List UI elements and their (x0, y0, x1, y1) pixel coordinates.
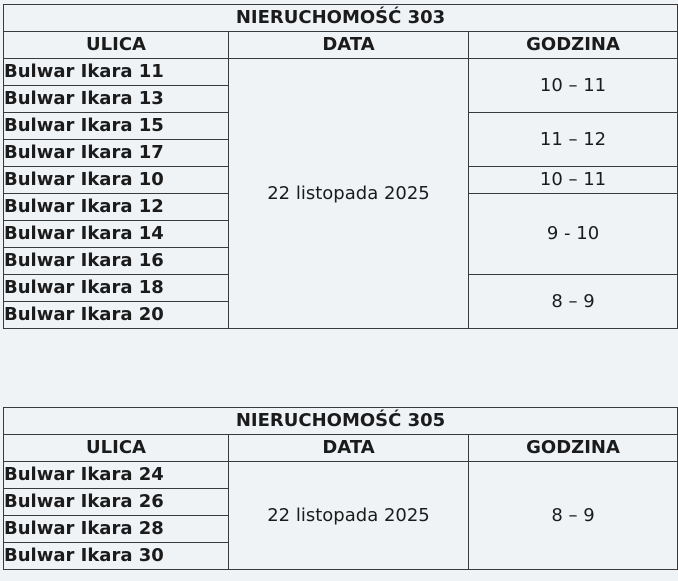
hour-cell: 8 – 9 (469, 462, 678, 570)
street-cell: Bulwar Ikara 13 (4, 86, 229, 113)
column-header-hour: GODZINA (469, 435, 678, 462)
street-cell: Bulwar Ikara 30 (4, 543, 229, 570)
column-header-street: ULICA (4, 32, 229, 59)
hour-cell: 10 – 11 (469, 167, 678, 194)
street-cell: Bulwar Ikara 14 (4, 221, 229, 248)
hour-cell: 8 – 9 (469, 275, 678, 329)
schedule-table-303 (3, 4, 678, 329)
column-header-date: DATA (229, 435, 469, 462)
street-cell: Bulwar Ikara 15 (4, 113, 229, 140)
table-title: NIERUCHOMOŚĆ 305 (4, 408, 678, 435)
table-row (4, 59, 678, 86)
date-cell: 22 listopada 2025 (229, 462, 469, 570)
street-cell: Bulwar Ikara 18 (4, 275, 229, 302)
street-cell: Bulwar Ikara 20 (4, 302, 229, 329)
street-cell: Bulwar Ikara 28 (4, 516, 229, 543)
street-cell: Bulwar Ikara 26 (4, 489, 229, 516)
street-cell: Bulwar Ikara 12 (4, 194, 229, 221)
hour-cell: 10 – 11 (469, 59, 678, 113)
table-title: NIERUCHOMOŚĆ 303 (4, 5, 678, 32)
street-cell: Bulwar Ikara 17 (4, 140, 229, 167)
column-header-date: DATA (229, 32, 469, 59)
date-cell: 22 listopada 2025 (229, 59, 469, 329)
table-row (4, 462, 678, 489)
hour-cell: 9 - 10 (469, 194, 678, 275)
street-cell: Bulwar Ikara 11 (4, 59, 229, 86)
schedule-table-305 (3, 407, 678, 570)
street-cell: Bulwar Ikara 16 (4, 248, 229, 275)
street-cell: Bulwar Ikara 24 (4, 462, 229, 489)
column-header-street: ULICA (4, 435, 229, 462)
street-cell: Bulwar Ikara 10 (4, 167, 229, 194)
hour-cell: 11 – 12 (469, 113, 678, 167)
column-header-hour: GODZINA (469, 32, 678, 59)
